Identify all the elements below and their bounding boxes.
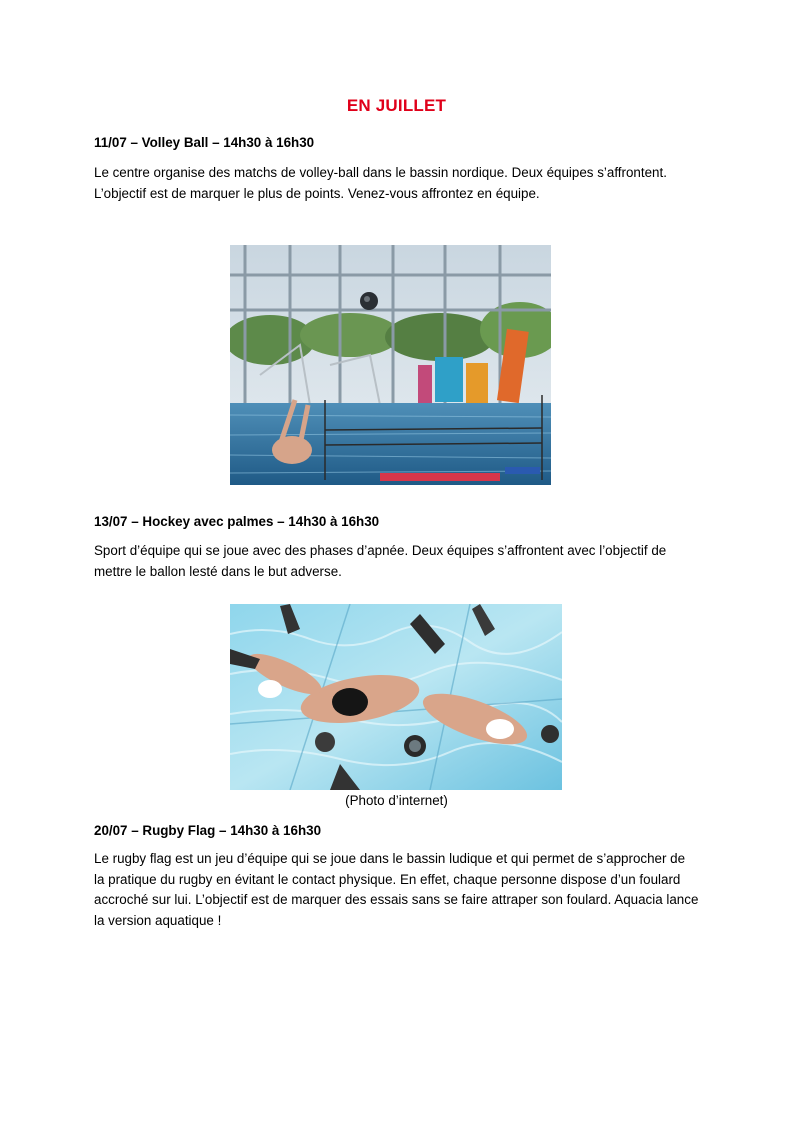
photo-caption: (Photo d’internet) xyxy=(345,793,448,808)
volley-pool-photo xyxy=(230,245,551,485)
event-description-line: accroché sur lui. L’objectif est de marquer des essais sans se faire attraper son foulard. Aquacia lance xyxy=(94,892,699,907)
event-heading-rugby: 20/07 – Rugby Flag – 14h30 à 16h30 xyxy=(94,823,322,838)
event-description-line: mettre le ballon lesté dans le but adverse. xyxy=(94,563,342,579)
event-description-line: Le rugby flag est un jeu d’équipe qui se joue dans le bassin ludique et qui permet de s’approcher de xyxy=(94,851,686,866)
event-description-line: la version aquatique ! xyxy=(94,912,222,928)
event-description-volley xyxy=(94,163,704,204)
event-description-line: Le centre organise des matchs de volley-ball dans le bassin nordique. Deux équipes s’affrontent. xyxy=(94,165,667,180)
event-description-line: Sport d’équipe qui se joue avec des phases d’apnée. Deux équipes s’affrontent avec l’objectif de xyxy=(94,543,667,558)
event-heading-hockey: 13/07 – Hockey avec palmes – 14h30 à 16h30 xyxy=(94,514,380,529)
event-description-line: L’objectif est de marquer le plus de points. Venez-vous affrontez en équipe. xyxy=(94,185,540,201)
event-heading-volley: 11/07 – Volley Ball – 14h30 à 16h30 xyxy=(94,135,315,150)
event-description-rugby xyxy=(94,849,704,931)
event-description-hockey xyxy=(94,541,704,582)
page-title: EN JUILLET xyxy=(346,96,447,115)
event-description-line: la pratique du rugby en évitant le contact physique. En effet, chaque personne dispose d’un foulard xyxy=(94,871,681,887)
underwater-hockey-photo xyxy=(230,604,562,790)
